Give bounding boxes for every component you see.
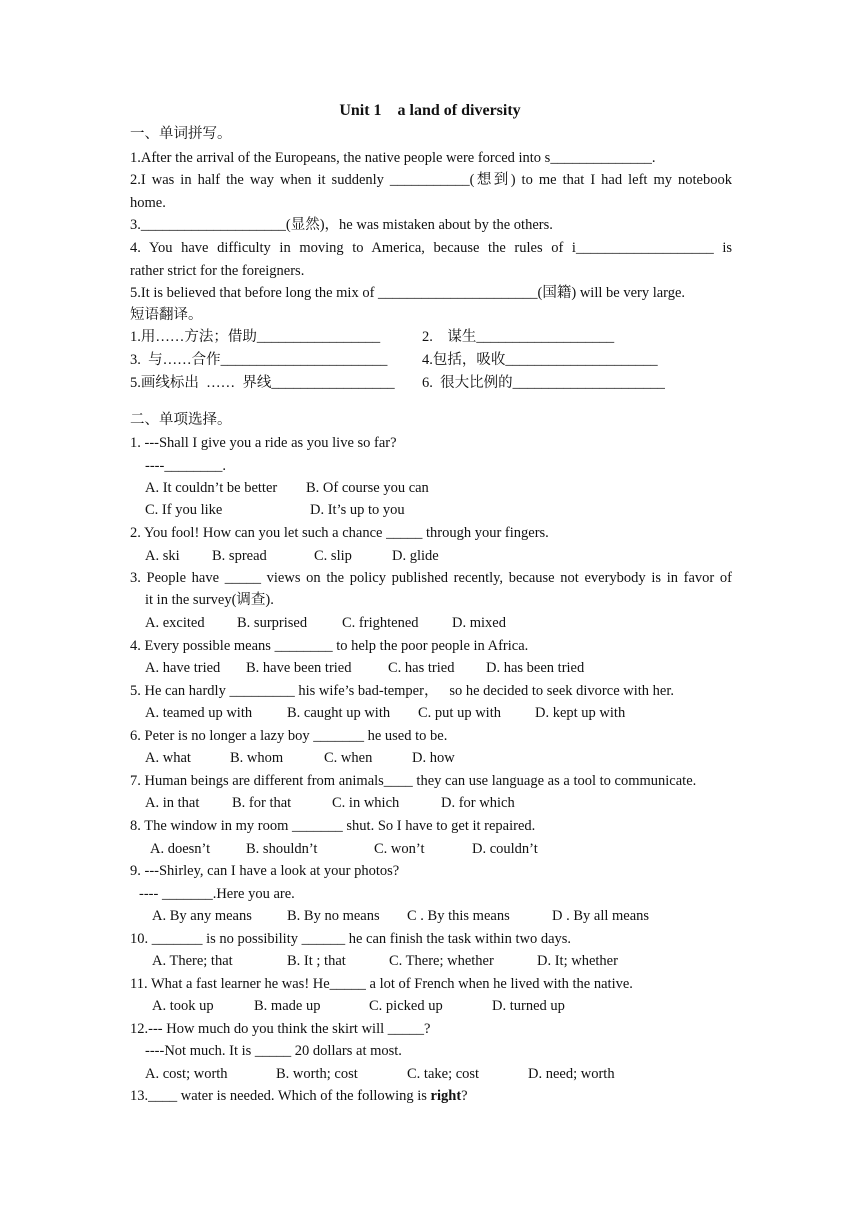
option-b: B. surprised — [237, 615, 308, 631]
option-c: C. picked up — [369, 998, 443, 1014]
question-3-cont: it in the survey(调查). — [145, 592, 274, 608]
options-row — [130, 545, 732, 568]
question-2: 2. You fool! How can you let such a chance _____ through your fingers. — [130, 525, 549, 541]
options-row — [130, 838, 732, 861]
options-row — [130, 499, 732, 522]
option-d: D. couldn’t — [472, 841, 538, 857]
option-c: C. has tried — [388, 660, 455, 676]
option-d: D. kept up with — [535, 705, 626, 721]
options-row — [130, 950, 732, 973]
option-a: A. It couldn’t be better — [145, 480, 278, 496]
question-6: 6. Peter is no longer a lazy boy _______ he used to be. — [130, 728, 448, 744]
phrase-item: 5.画线标出 …… 界线_________________ — [130, 375, 395, 391]
option-b: B. made up — [254, 998, 321, 1014]
phrase-item: 4.包括，吸收_____________________ — [422, 352, 658, 368]
phrases-heading: 短语翻译。 — [130, 307, 203, 323]
option-b: B. caught up with — [287, 705, 391, 721]
phrase-row — [130, 372, 732, 395]
option-d: D. It; whether — [537, 953, 618, 969]
option-a: A. excited — [145, 615, 205, 631]
option-d: D. It’s up to you — [310, 502, 405, 518]
option-b: B. It ; that — [287, 953, 346, 969]
option-d: D. turned up — [492, 998, 565, 1014]
option-a: A. what — [145, 750, 191, 766]
option-a: A. took up — [152, 998, 214, 1014]
spelling-item-1: 1.After the arrival of the Europeans, the native people were forced into s______________. — [130, 150, 656, 166]
option-b: B. shouldn’t — [246, 841, 318, 857]
options-row — [130, 1063, 732, 1086]
section1-heading: 一、单词拼写。 — [130, 126, 232, 142]
question-13-end: ? — [461, 1088, 468, 1104]
option-c: C. won’t — [374, 841, 425, 857]
question-4: 4. Every possible means ________ to help the poor people in Africa. — [130, 638, 529, 654]
option-d: D. for which — [441, 795, 515, 811]
option-a: A. teamed up with — [145, 705, 253, 721]
option-b: B. worth; cost — [276, 1066, 358, 1082]
options-row — [130, 702, 732, 725]
phrase-item: 1.用……方法；借助_________________ — [130, 329, 381, 345]
question-10: 10. _______ is no possibility ______ he can finish the task within two days. — [130, 931, 572, 947]
phrase-item: 3. 与……合作_______________________ — [130, 352, 388, 368]
spelling-item-5: 5.It is believed that before long the mix of ______________________(国籍) will be very large. — [130, 285, 686, 301]
option-a: A. There; that — [152, 953, 233, 969]
options-row — [130, 747, 732, 770]
question-5: 5. He can hardly _________ his wife’s bad-temper， so he decided to seek divorce with her. — [130, 683, 675, 699]
option-c: C . By this means — [407, 908, 510, 924]
section2-heading: 二、单项选择。 — [130, 412, 232, 428]
option-b: B. spread — [212, 548, 267, 564]
option-d: D . By all means — [552, 908, 650, 924]
option-a: A. By any means — [152, 908, 252, 924]
options-row — [130, 995, 732, 1018]
option-d: D. has been tried — [486, 660, 585, 676]
spelling-item-3: 3.____________________(显然)，he was mistaken about by the others. — [130, 217, 553, 233]
spelling-item-4: 4. You have difficulty in moving to America, because the rules of i___________________ is — [130, 240, 732, 256]
options-row — [130, 657, 732, 680]
option-d: D. need; worth — [528, 1066, 615, 1082]
question-13 — [130, 1085, 732, 1108]
question-8: 8. The window in my room _______ shut. So I have to get it repaired. — [130, 818, 536, 834]
option-c: C. If you like — [145, 502, 223, 518]
page-title: Unit 1 a land of diversity — [339, 102, 521, 119]
options-row — [130, 905, 732, 928]
spelling-item-2: 2.I was in half the way when it suddenly ___________(想到) to me that I had left my notebook — [130, 172, 732, 188]
option-c: C. take; cost — [407, 1066, 480, 1082]
question-1: 1. ---Shall I give you a ride as you live so far? — [130, 435, 397, 451]
option-c: C. in which — [332, 795, 400, 811]
option-a: A. have tried — [145, 660, 221, 676]
answer-line: ----Not much. It is _____ 20 dollars at most. — [145, 1043, 402, 1059]
option-b: B. Of course you can — [306, 480, 429, 496]
phrase-row — [130, 326, 732, 349]
option-a: A. ski — [145, 548, 180, 564]
question-11: 11. What a fast learner he was! He_____ a lot of French when he lived with the native. — [130, 976, 633, 992]
answer-line: ----________. — [145, 458, 226, 474]
option-c: C. slip — [314, 548, 352, 564]
spelling-item-2-cont: home. — [130, 195, 166, 211]
phrase-row — [130, 349, 732, 372]
answer-line: ---- _______.Here you are. — [139, 886, 295, 902]
option-c: C. when — [324, 750, 373, 766]
question-13-emphasis: right — [430, 1088, 462, 1104]
option-c: C. put up with — [418, 705, 501, 721]
option-a: A. doesn’t — [150, 841, 211, 857]
option-b: B. By no means — [287, 908, 380, 924]
options-row — [130, 612, 732, 635]
option-c: C. There; whether — [389, 953, 494, 969]
options-row — [130, 792, 732, 815]
question-7: 7. Human beings are different from animals____ they can use language as a tool to communicate. — [130, 773, 697, 789]
phrase-item: 2. 谋生___________________ — [422, 329, 615, 345]
question-3: 3. People have _____ views on the policy published recently, because not everybody is in favor of — [130, 570, 732, 586]
option-b: B. whom — [230, 750, 284, 766]
option-d: D. glide — [392, 548, 439, 564]
question-13-text: 13.____ water is needed. Which of the following is — [130, 1088, 431, 1104]
option-b: B. for that — [232, 795, 292, 811]
option-b: B. have been tried — [246, 660, 352, 676]
options-row — [130, 477, 732, 500]
question-9: 9. ---Shirley, can I have a look at your photos? — [130, 863, 400, 879]
question-12: 12.--- How much do you think the skirt will _____? — [130, 1021, 431, 1037]
option-d: D. how — [412, 750, 455, 766]
option-a: A. in that — [145, 795, 200, 811]
option-a: A. cost; worth — [145, 1066, 228, 1082]
phrase-item: 6. 很大比例的_____________________ — [422, 375, 665, 391]
spelling-item-4-cont: rather strict for the foreigners. — [130, 263, 305, 279]
option-d: D. mixed — [452, 615, 506, 631]
option-c: C. frightened — [342, 615, 419, 631]
